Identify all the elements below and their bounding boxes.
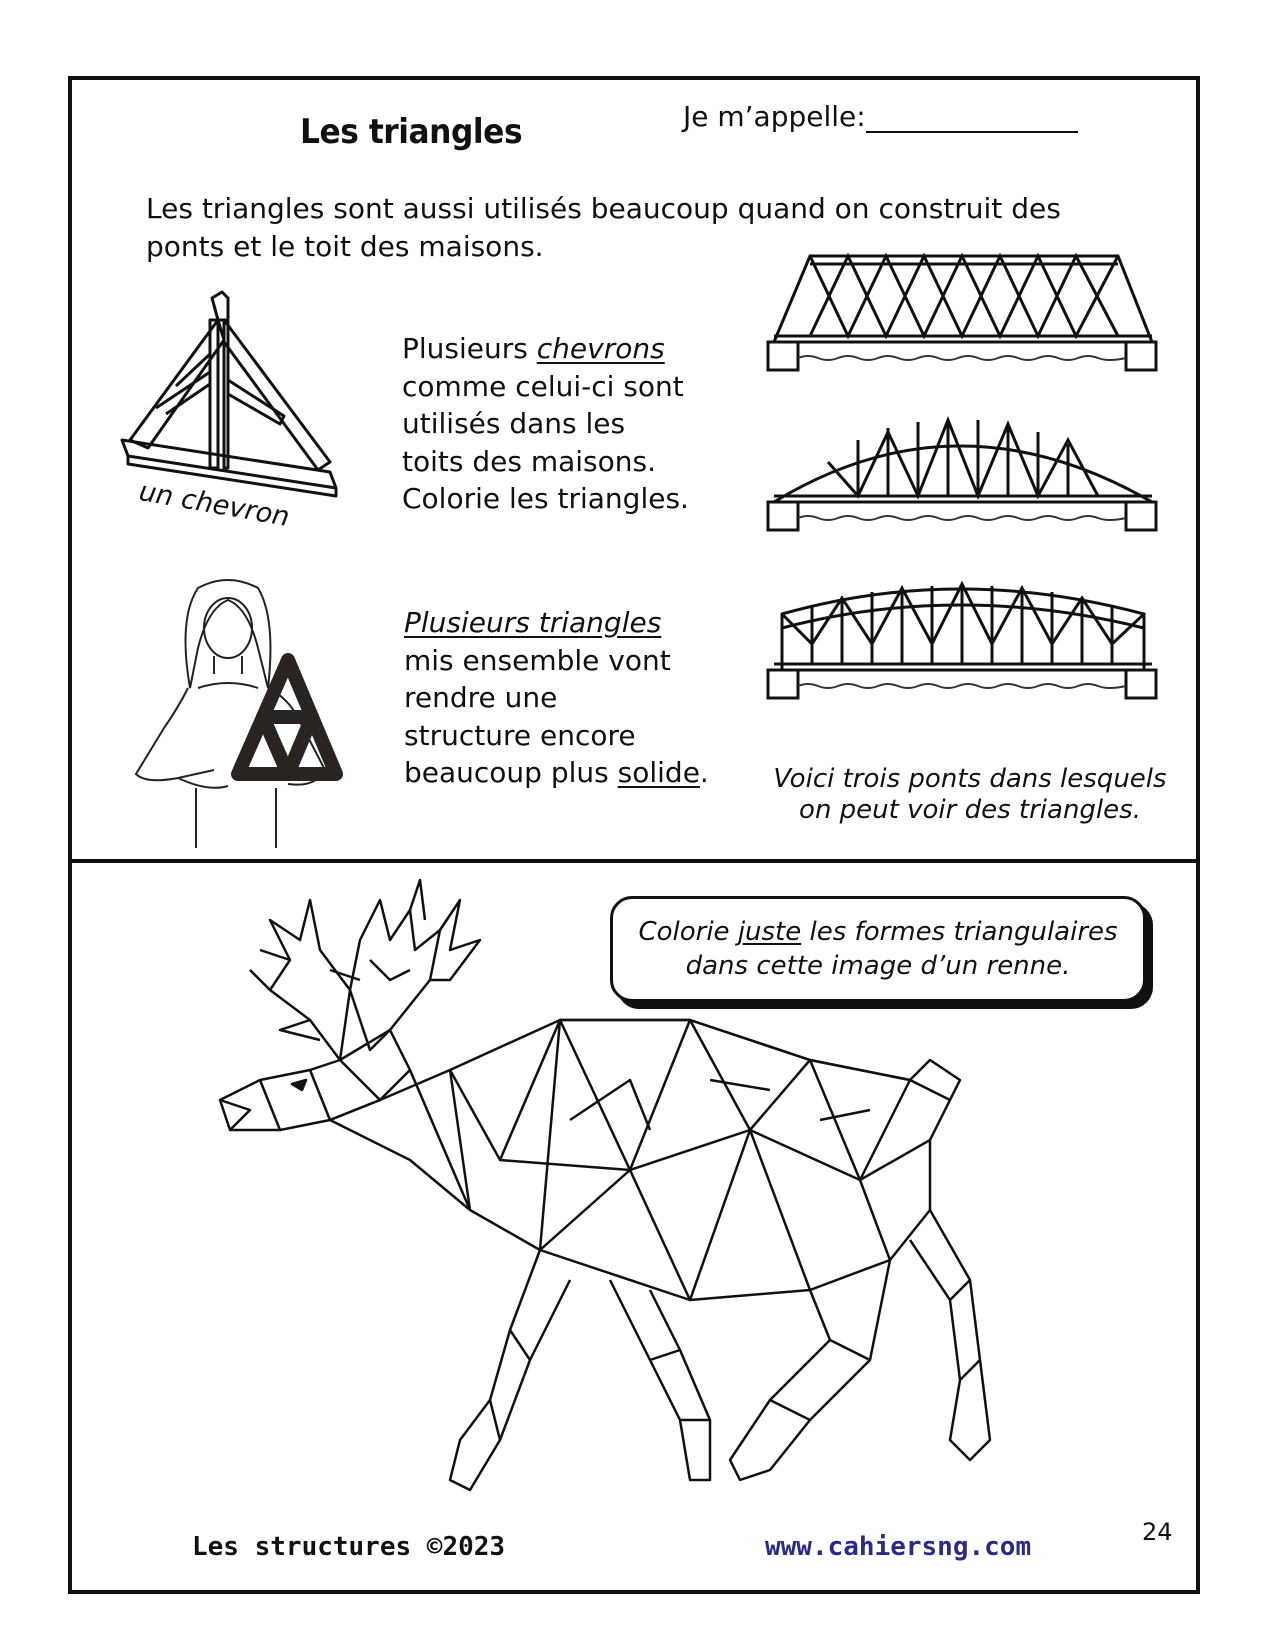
page-number: 24 [1142, 1518, 1173, 1546]
page-title: Les triangles [300, 112, 523, 152]
chevron-p4: toits des maisons. [402, 444, 657, 478]
triangles-paragraph [404, 604, 709, 792]
footer-website-link[interactable]: www.cahiersng.com [765, 1532, 1032, 1562]
triangles-l5: beaucoup plus [404, 756, 618, 789]
bridges-caption-l1: Voici trois ponts dans lesquels [773, 764, 1167, 794]
instr-em: juste [737, 917, 802, 947]
chevron-p3: utilisés dans les [402, 407, 626, 440]
panel-divider [68, 859, 1200, 863]
triangles-l5-end: . [699, 756, 709, 789]
chevron-illustration [120, 290, 360, 510]
reindeer-illustration[interactable] [210, 880, 1010, 1520]
instr-b: les formes triangulaires [801, 917, 1118, 947]
name-label: Je m’appelle: [683, 100, 866, 133]
instr-a: Colorie [638, 917, 738, 947]
bridges-caption [760, 764, 1180, 826]
name-field[interactable] [866, 131, 1078, 133]
triangles-l5-em: solide [617, 756, 700, 789]
footer-copyright: Les structures ©2023 [192, 1532, 506, 1562]
chevron-paragraph [402, 330, 689, 518]
triangles-l1: Plusieurs triangles [404, 606, 662, 639]
triangles-l4: structure encore [404, 718, 636, 752]
chevron-caption: un chevron [136, 476, 292, 533]
chevron-p2: comme celui-ci sont [402, 369, 684, 403]
chevron-p1-em: chevrons [536, 332, 665, 365]
intro-text: Les triangles sont aussi utilisés beaucoup quand on construit des ponts et le toit des maisons. [146, 192, 1061, 263]
bridge-2 [768, 410, 1158, 540]
girl-illustration [118, 578, 368, 853]
chevron-p1: Plusieurs [402, 332, 537, 365]
bridges-caption-l2: on peut voir des triangles. [799, 795, 1141, 825]
bridge-1 [768, 250, 1158, 380]
triangles-l2: mis ensemble vont [404, 643, 671, 677]
bridge-3 [768, 578, 1158, 708]
instr-l2: dans cette image d’un renne. [685, 951, 1071, 981]
triangles-l3: rendre une [404, 681, 558, 714]
chevron-p5: Colorie les triangles. [402, 482, 689, 515]
